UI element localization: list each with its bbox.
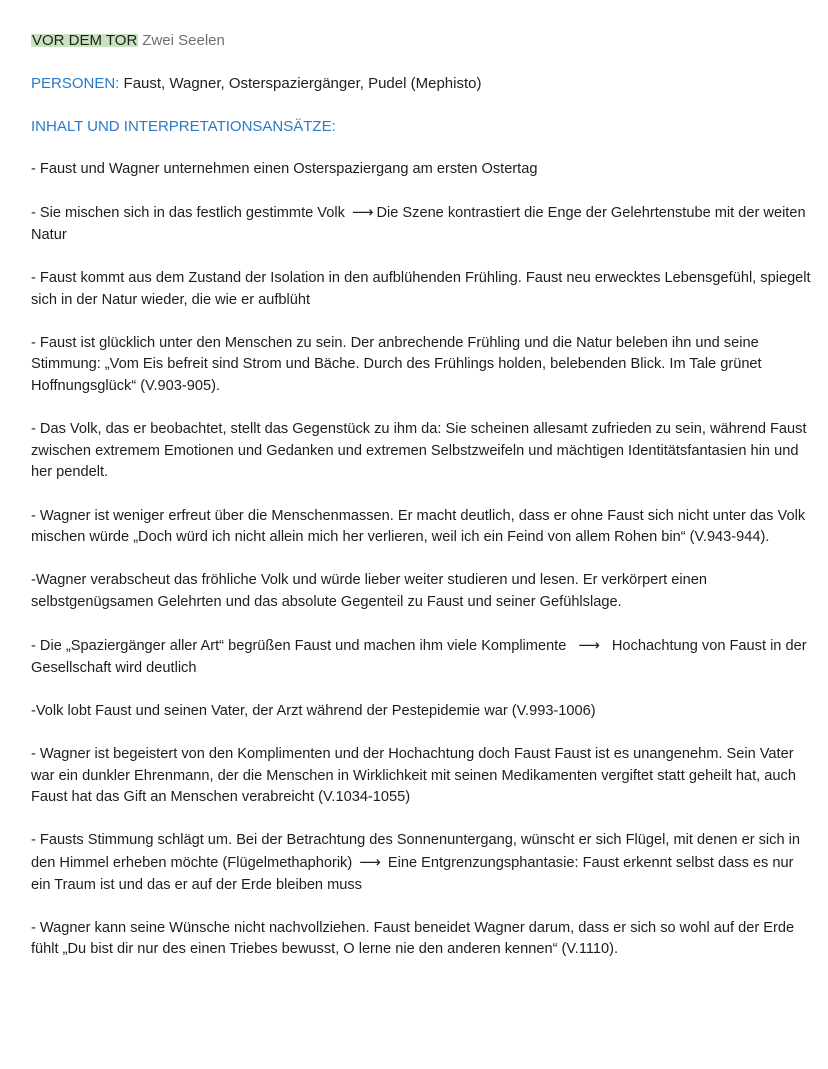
title-highlighted: VOR DEM TOR — [32, 32, 138, 49]
paragraph-6: - Wagner ist weniger erfreut über die Menschenmassen. Er macht deutlich, dass er ohne Faust sich nicht unter das Volk mischen würde „Doch würd ich nicht allein mich her verlieren, weil ich ein Feind von allem Rohen bin“ (V.943-944). — [31, 507, 806, 546]
persons-list: Faust, Wagner, Osterspaziergänger, Pudel (Mephisto) — [119, 75, 482, 92]
persons-label: PERSONEN: — [31, 75, 120, 92]
paragraph-8-end: Hochachtung von Faust in der Gesellschaft wird deutlich — [31, 638, 807, 676]
paragraph-5: - Das Volk, das er beobachtet, stellt das Gegenstück zu ihm da: Sie scheinen allesamt zufrieden zu sein, während Faust zwischen extremem Emotionen und Gedanken und extremen Selbstzweifeln und mächtigen Identitätsfantasien hin und her pendelt. — [31, 421, 807, 481]
paragraph-3: - Faust kommt aus dem Zustand der Isolation in den aufblühenden Frühling. Faust neu erwecktes Lebensgefühl, spiegelt sich in der Natur wieder, die wie er aufblüht — [31, 269, 811, 308]
paragraph-11-end: Eine Entgrenzungsphantasie: Faust erkennt selbst dass es nur ein Traum ist und das er auf der Erde bleiben muss — [31, 855, 794, 893]
paragraph-12: - Wagner kann seine Wünsche nicht nachvollziehen. Faust beneidet Wagner darum, dass er sich so wohl auf der Erde fühlt „Du bist dir nur des einen Triebes bewusst, O lerne nie den anderen kennen“ (V.1110). — [31, 919, 795, 958]
paragraph-8 — [31, 635, 811, 679]
paragraph-11-start: - Fausts Stimmung schlägt um. Bei der Betrachtung des Sonnenuntergang, wünscht er sich Flügel, mit denen er sich in den Himmel erheben möchte (Flügelmethaphorik) — [31, 832, 801, 871]
section-heading: INHALT UND INTERPRETATIONSANSÄTZE: — [31, 118, 336, 135]
paragraph-9: -Volk lobt Faust und seinen Vater, der Arzt während der Pestepidemie war (V.993-1006) — [31, 702, 596, 719]
paragraph-1: - Faust und Wagner unternehmen einen Osterspaziergang am ersten Ostertag — [31, 161, 538, 177]
paragraph-2-end: Die Szene kontrastiert die Enge der Gelehrtenstube mit der weiten Natur — [31, 205, 806, 243]
paragraph-10: - Wagner ist begeistert von den Komplimenten und der Hochachtung doch Faust Faust ist es unangenehm. Sein Vater war ein dunkler Ehrenmann, der die Menschen in Wirklichkeit mit seinen Medikamenten vergiftet statt geheilt hat, auch Faust hat das Gift an Menschen verabreicht (V.1034-1055) — [31, 746, 796, 806]
paragraph-7: -Wagner verabscheut das fröhliche Volk und würde lieber weiter studieren und lesen. Er verkörpert einen selbstgenügsamen Gelehrten und das absolute Gegenteil zu Faust und seiner Gefühlslage. — [31, 572, 708, 610]
paragraph-8-start: - Die „Spaziergänger aller Art“ begrüßen Faust und machen ihm viele Komplimente — [31, 638, 567, 655]
paragraph-2-start: - Sie mischen sich in das festlich gestimmte Volk — [31, 205, 349, 222]
paragraph-4: - Faust ist glücklich unter den Menschen zu sein. Der anbrechende Frühling und die Natur beleben ihn und seine Stimmung: „Vom Eis befreit sind Strom und Bäche. Durch des Frühlings holden, belebenden Blick. Im Tale grünet Hoffnungsglück“ (V.903-905). — [31, 334, 762, 394]
document-page — [31, 30, 811, 983]
arrow-icon: ⟶ — [578, 637, 600, 655]
document-title — [31, 30, 811, 52]
arrow-icon: ⟶ — [359, 854, 381, 871]
arrow-icon: ⟶ — [351, 204, 374, 222]
paragraph-11 — [31, 830, 811, 896]
title-subtitle: Zwei Seelen — [142, 32, 225, 49]
paragraph-2 — [31, 202, 811, 246]
persons-line — [31, 73, 811, 95]
